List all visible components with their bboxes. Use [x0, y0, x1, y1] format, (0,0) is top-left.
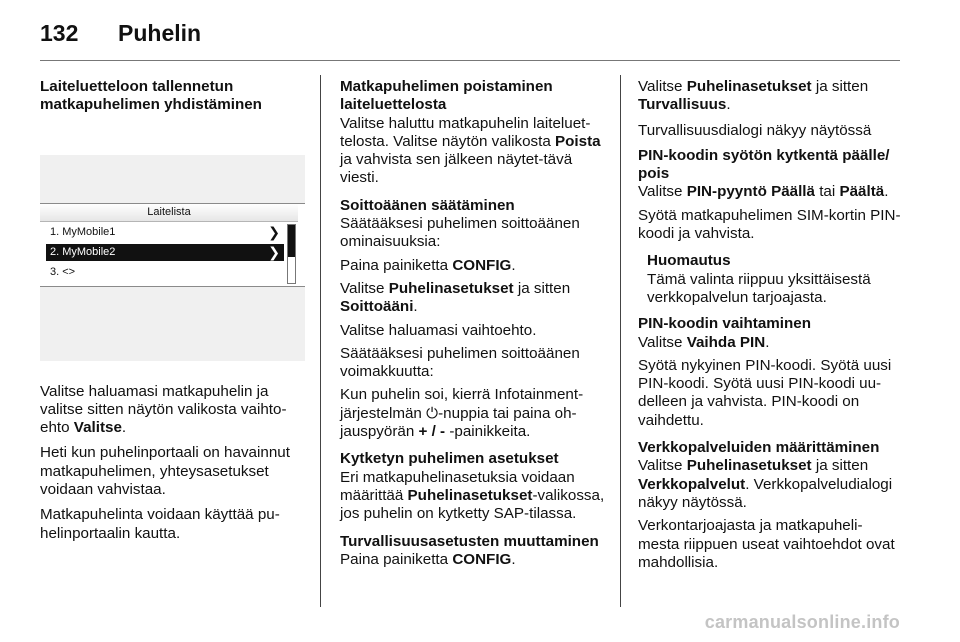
- button-label: CONFIG: [452, 550, 512, 568]
- paragraph: [40, 383, 305, 438]
- paragraph: Säätääksesi puhelimen soittoäänen ominaisuuksia:: [340, 215, 580, 251]
- section-heading: PIN-koodin syötön kytkentä päälle/ pois: [638, 146, 890, 183]
- column-2: [340, 78, 608, 578]
- device-list-item-label: 2. MyMobile2: [50, 245, 116, 258]
- device-list-screen-image: [40, 155, 305, 361]
- device-list-item-label: 1. MyMobile1: [50, 225, 116, 238]
- paragraph: [638, 78, 902, 115]
- note-text: Tämä valinta riippuu yksittäisestä verkkopalvelun tarjoajasta.: [647, 270, 871, 306]
- paragraph: [340, 386, 608, 441]
- text: .: [765, 333, 770, 351]
- text: Kun puhelin soi, kierrä Infotainment-järjestelmän: [340, 386, 584, 422]
- paragraph: Valitse haluamasi vaihtoehto.: [340, 321, 537, 339]
- text: .: [726, 96, 731, 114]
- section: [340, 450, 608, 523]
- paragraph: Matkapuhelinta voidaan käyttää pu-helinportaalin kautta.: [40, 506, 280, 542]
- section-heading: Kytketyn puhelimen asetukset: [340, 450, 559, 468]
- paragraph: [638, 457, 902, 512]
- power-knob-icon: ⏻: [426, 404, 439, 422]
- paragraph: Syötä nykyinen PIN-koodi. Syötä uusi PIN-koodi. Syötä uusi PIN-koodi uu-delleen ja vahvista. PIN-koodi on vaihdettu.: [638, 356, 892, 429]
- device-list-window: [40, 203, 305, 287]
- text: . Verkkopalveludialogi näkyy näytössä.: [638, 475, 893, 511]
- chevron-right-icon: ❯: [268, 243, 280, 260]
- paragraph: Turvallisuusdialogi näkyy näytössä: [638, 121, 872, 139]
- button-label: + / -: [418, 423, 446, 441]
- text: .: [413, 298, 418, 316]
- text: tai: [814, 183, 840, 201]
- paragraph: [340, 115, 608, 188]
- section-heading: Laiteluetteloon tallennetun matkapuhelimen yhdistäminen: [40, 78, 262, 114]
- section: [638, 147, 902, 243]
- scrollbar-thumb: [288, 225, 295, 257]
- header-divider: [40, 60, 900, 61]
- device-list-item-selected: [46, 244, 284, 261]
- paragraph: Verkontarjoajasta ja matkapuheli-mesta riippuen useat vaihtoehdot ovat mahdollisia.: [638, 517, 895, 571]
- section: [638, 439, 902, 572]
- menu-option-label: Puhelinasetukset: [686, 78, 812, 95]
- column-1: [40, 78, 305, 550]
- device-list-title: Laitelista: [40, 204, 298, 222]
- button-label: CONFIG: [452, 256, 512, 274]
- menu-option-label: Turvallisuus: [638, 96, 727, 114]
- text: Valitse: [340, 279, 389, 297]
- text: ja vahvista sen jälkeen näytet-tävä viesti.: [340, 151, 573, 187]
- device-list-item: [46, 224, 284, 241]
- paragraph: Heti kun puhelinportaali on havainnut matkapuhelimen, yhteysasetukset voidaan vahvistaa.: [40, 444, 290, 499]
- paragraph: [340, 257, 608, 275]
- section-heading: Matkapuhelimen poistaminen laiteluettelosta: [340, 78, 553, 114]
- note-heading: Huomautus: [647, 252, 731, 270]
- text: -nuppia tai paina oh-jauspyörän: [340, 404, 577, 441]
- column-divider-2: [620, 75, 621, 607]
- paragraph: [340, 280, 608, 317]
- section: [340, 533, 608, 570]
- menu-option-label: Puhelinasetukset: [388, 279, 514, 297]
- text: Valitse haluttu matkapuhelin laiteluet-telosta. Valitse näytön valikosta: [340, 114, 591, 150]
- text: .: [121, 419, 127, 437]
- paragraph: [638, 183, 902, 201]
- menu-option-label: PIN-pyyntö Päällä: [686, 183, 815, 201]
- text: Valitse haluamasi matkapuhelin ja valitse sitten näytön valikosta vaihto-ehto: [40, 382, 287, 437]
- menu-option-label: Soittoääni: [340, 298, 414, 316]
- section-heading: Turvallisuusasetusten muuttaminen: [340, 532, 599, 550]
- text: .: [884, 183, 889, 201]
- device-list-item: [46, 264, 284, 281]
- note-box: [647, 252, 902, 307]
- section: [340, 78, 608, 188]
- menu-option-label: Valitse: [73, 419, 122, 437]
- text: ja sitten: [513, 279, 571, 297]
- menu-option-label: Vaihda PIN: [686, 333, 766, 351]
- watermark: carmanualsonline.info: [704, 612, 900, 632]
- section-heading: Soittoäänen säätäminen: [340, 196, 515, 214]
- paragraph: [638, 334, 902, 352]
- chevron-right-icon: ❯: [268, 223, 280, 240]
- text: Valitse: [638, 457, 687, 475]
- text: Paina painiketta: [340, 256, 453, 274]
- text: Eri matkapuhelinasetuksia voidaan määrittää: [340, 468, 575, 504]
- column-3: [638, 78, 902, 581]
- text: Paina painiketta: [340, 550, 453, 568]
- text: Valitse: [638, 333, 687, 351]
- text: ja sitten: [811, 78, 869, 95]
- device-list-item-label: 3. <>: [50, 265, 76, 278]
- page-title: Puhelin: [118, 20, 202, 46]
- menu-option-label: Verkkopalvelut: [638, 475, 746, 493]
- section-heading: Verkkopalveluiden määrittäminen: [638, 439, 880, 457]
- text: .: [511, 550, 516, 568]
- menu-option-label: Puhelinasetukset: [407, 486, 533, 504]
- column-divider-1: [320, 75, 321, 607]
- page-number: 132: [40, 20, 79, 46]
- text: -valikossa, jos puhelin on kytketty SAP-tilassa.: [340, 486, 605, 523]
- text: .: [511, 256, 516, 274]
- paragraph: [340, 551, 608, 569]
- section: [340, 197, 608, 442]
- scrollbar-track: [287, 224, 296, 284]
- paragraph: Syötä matkapuhelimen SIM-kortin PIN-koodi ja vahvista.: [638, 206, 901, 243]
- text: Valitse: [638, 78, 687, 95]
- section-heading: PIN-koodin vaihtaminen: [638, 315, 811, 333]
- page-header: [40, 18, 201, 48]
- paragraph: Säätääksesi puhelimen soittoäänen voimakkuutta:: [340, 344, 580, 381]
- text: -painikkeita.: [445, 423, 531, 441]
- menu-option-label: Puhelinasetukset: [686, 457, 812, 475]
- text: Valitse: [638, 183, 687, 201]
- paragraph: [340, 469, 608, 524]
- section: [638, 315, 902, 430]
- menu-option-label: Päältä: [839, 183, 885, 201]
- text: ja sitten: [811, 457, 869, 475]
- menu-option-label: Poista: [555, 132, 601, 150]
